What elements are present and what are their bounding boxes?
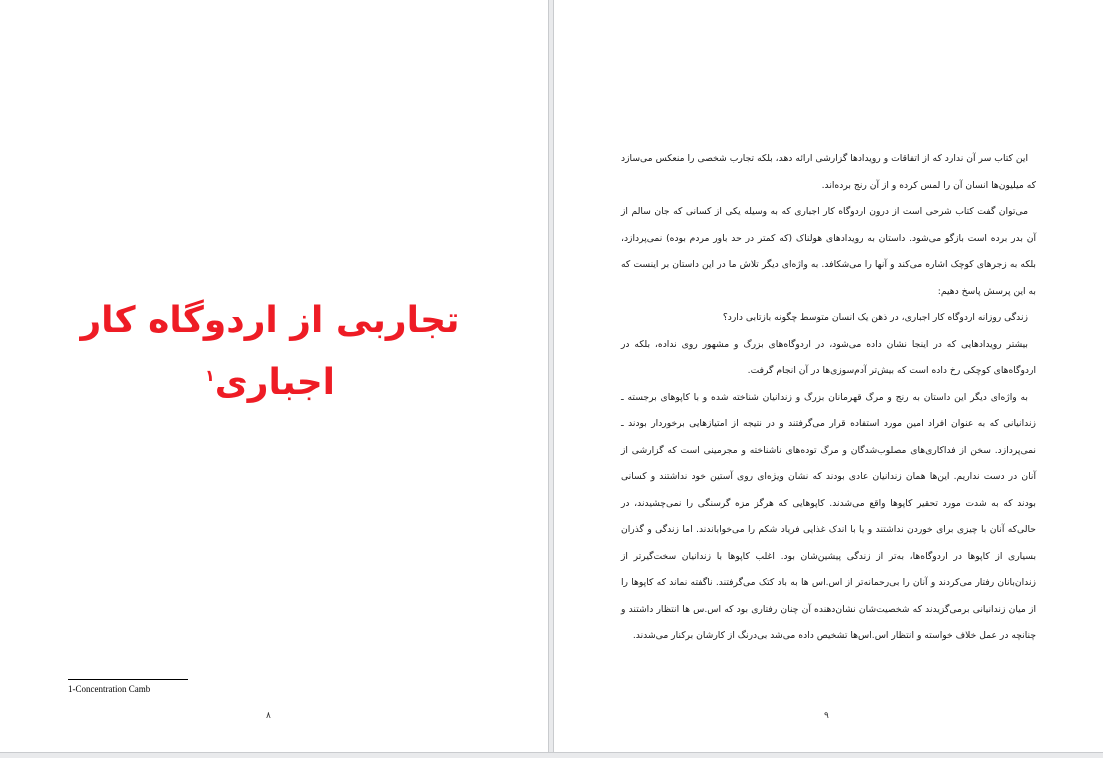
paragraph-5: به واژه‌ای دیگر این داستان به رنج و مرگ قهرمانان بزرگ و زندانیان شناخته شده و با کاپوهای برجسته ـ زندانیانی که به عنوان افراد امین مورد استفاده قرار می‌گرفتند و در نتیجه از امتیازهایی برخوردار بودند ـ نمی‌پردازد. سخن از فداکاری‌های مصلوب‌شدگان و مرگ توده‌های ناشناخته و مجرمینی است که گزارشی از آنان در دست نداریم. این‌ها همان زندانیان عادی بودند که نشان ویژه‌ای روی آستین خود نداشتند و کسانی بودند که به شدت مورد تحقیر کاپوها واقع می‌شدند. کاپوهایی که هرگز مزه گرسنگی را نمی‌چشیدند، در حالی‌که آنان با چیزی برای خوردن نداشتند و یا با اندک غذایی فریاد شکم را می‌خواباندند. اما زندگی و گذران بسیاری از کاپوها در اردوگاه‌ها، به‌تر از زندگی پیشین‌شان بود. اغلب کاپوها با زندانیان سخت‌گیرتر از زندان‌بانان رفتار می‌کردند و آنان را بی‌رحمانه‌تر از اس.اس ها به باد کتک می‌گرفتند. ناگفته نماند که کاپوها را از میان زندانیانی برمی‌گزیدند که شخصیت‌شان نشان‌دهنده آن چنان رفتاری بود که اس.س ها انتظار داشتند و چنانچه در عمل خلاف خواسته و انتظار اس.اس‌ها تشخیص داده می‌شد بی‌درنگ از کارشان برکنار می‌شدند. <box>621 391 1036 641</box>
body-text <box>621 146 1036 650</box>
page-number-right: ۹ <box>824 711 829 721</box>
footnote-reference: ۱ <box>205 366 215 385</box>
footnote-divider <box>68 679 188 680</box>
left-page <box>0 0 548 752</box>
right-page <box>554 0 1103 752</box>
page-number-left: ۸ <box>266 711 271 721</box>
viewer-bottom-edge <box>0 752 1103 758</box>
paragraph-3: زندگی روزانه اردوگاه کار اجباری، در ذهن یک انسان متوسط چگونه بازتابی دارد؟ <box>722 312 1028 323</box>
paragraph-1: این کتاب سر آن ندارد که از اتفاقات و رویدادها گزارشی ارائه دهد، بلکه تجارب شخصی را منعکس می‌سازد که میلیون‌ها انسان آن را لمس کرده و از آن رنج برده‌اند. <box>621 153 1036 191</box>
paragraph-4: بیشتر رویدادهایی که در اینجا نشان داده می‌شود، در اردوگاه‌های بزرگ و مشهور روی نداده، بلکه در اردوگاه‌های کوچکی رخ داده است که بیش‌تر آدم‌سوزی‌ها در آن انجام گرفت. <box>621 338 1036 376</box>
footnote-text: 1-Concentration Camb <box>68 684 151 694</box>
chapter-title-text: تجاربی از اردوگاه کار اجباری <box>80 300 460 403</box>
chapter-title <box>70 290 470 414</box>
paragraph-2: می‌توان گفت کتاب شرحی است از درون اردوگاه کار اجباری که به وسیله یکی از کسانی که جان سالم از آن بدر برده است بازگو می‌شود. داستان به رویدادهای هولناک (که کمتر در حد باور مردم بوده) نمی‌پردازد، بلکه به زجرهای کوچک اشاره می‌کند و آنها را می‌شکافد. به واژه‌ای دیگر تلاش ما در این داستان بر اینست که به این پرسش پاسخ دهیم: <box>621 206 1036 297</box>
